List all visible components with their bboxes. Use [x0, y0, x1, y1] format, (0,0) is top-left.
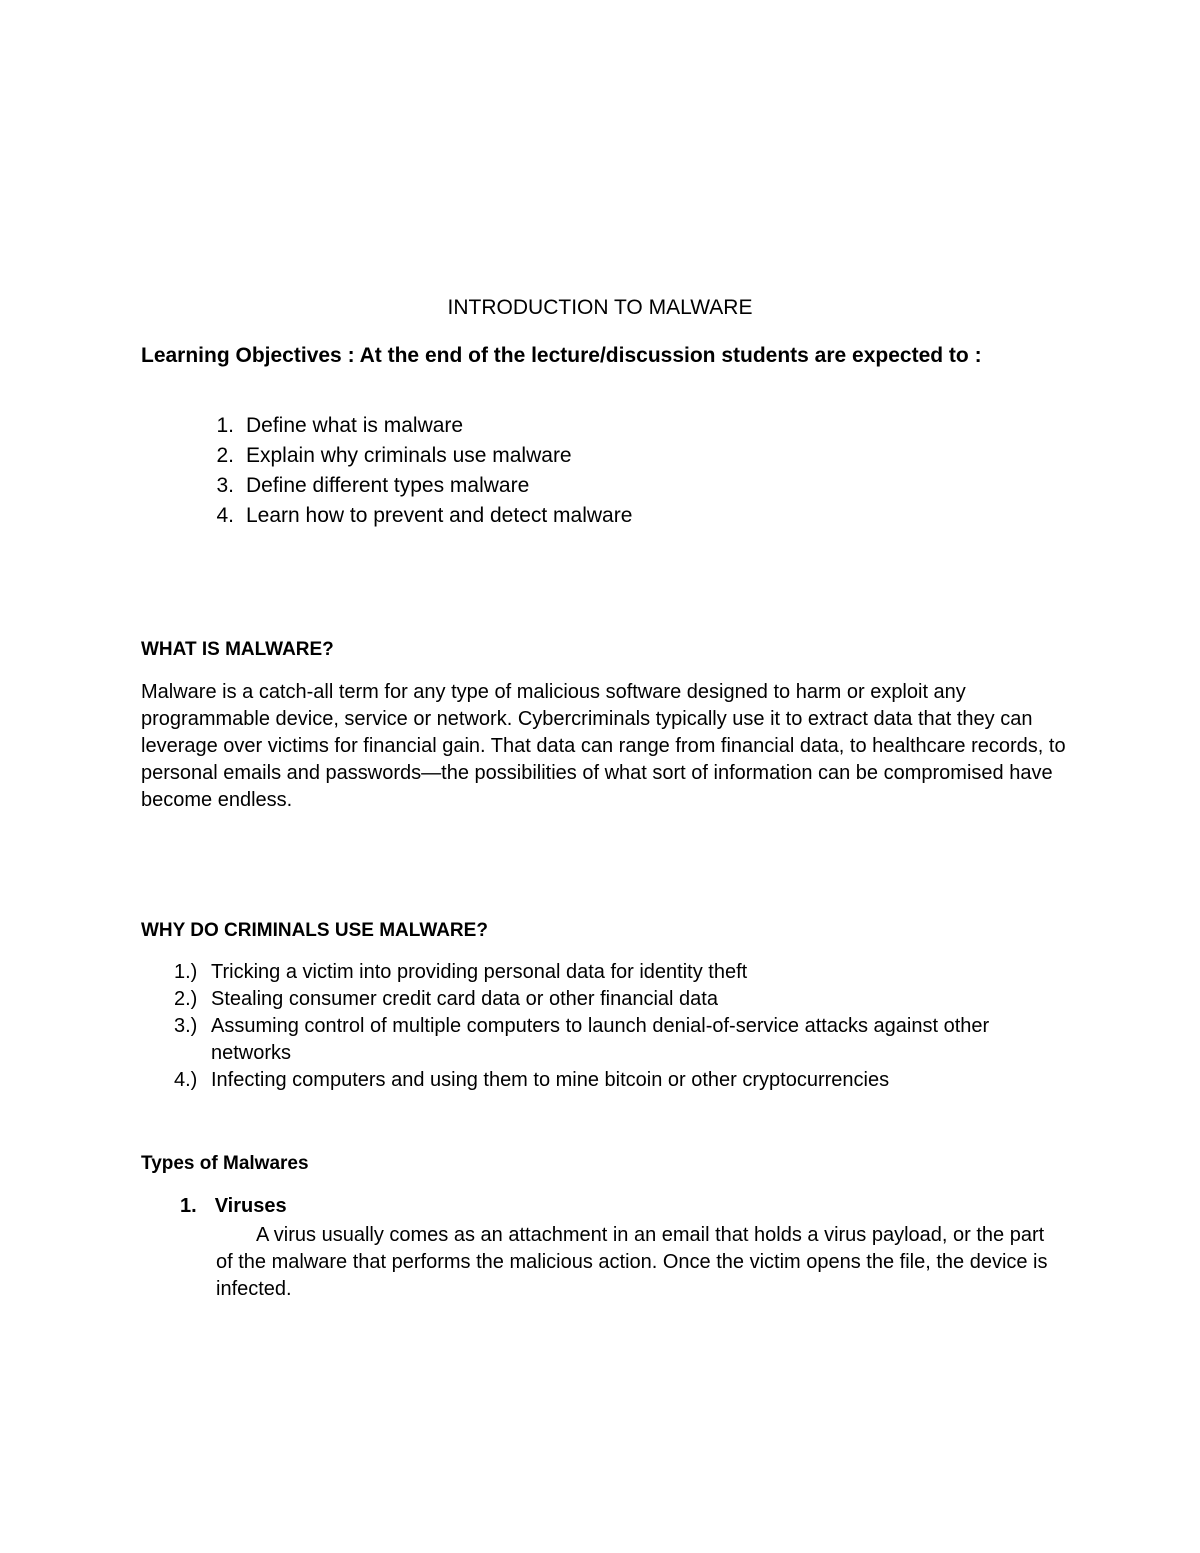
- objective-item: [212, 414, 463, 438]
- reason-text: Infecting computers and using them to mine bitcoin or other cryptocurrencies: [211, 1069, 890, 1091]
- malware-type-name: Viruses: [214, 1195, 287, 1217]
- objective-text: Define different types malware: [246, 474, 530, 497]
- reason-number: 4.): [174, 1069, 198, 1091]
- reason-text: Tricking a victim into providing personal data for identity theft: [211, 961, 748, 983]
- objective-item: [212, 504, 632, 528]
- learning-objectives-intro: Learning Objectives : At the end of the lecture/discussion students are expected to :: [141, 344, 982, 367]
- page-title: INTRODUCTION TO MALWARE: [447, 296, 753, 319]
- malware-type-description: A virus usually comes as an attachment in an email that holds a virus payload, or the part of the malware that performs the malicious action. Once the victim opens the file, the device is infected.: [216, 1224, 1048, 1300]
- reason-item: [174, 959, 1071, 986]
- objective-number: 4.: [216, 504, 234, 527]
- types-heading: Types of Malwares: [141, 1153, 309, 1174]
- reason-number: 1.): [174, 961, 198, 983]
- objective-text: Define what is malware: [246, 414, 464, 437]
- malware-type-number: 1.: [180, 1195, 197, 1217]
- reason-item: [174, 1013, 1071, 1067]
- objective-number: 2.: [216, 444, 234, 467]
- objective-number: 1.: [216, 414, 234, 437]
- reason-number: 3.): [174, 1015, 198, 1037]
- reason-item: [174, 986, 1071, 1013]
- reason-item: [174, 1067, 1071, 1094]
- what-is-malware-paragraph: Malware is a catch-all term for any type of malicious software designed to harm or exploit any programmable device, service or network. Cybercriminals typically use it to extract data that they can leverage over victims for financial gain. That data can range from financial data, to healthcare records, to personal emails and passwords—the possibilities of what sort of information can be compromised have become endless.: [141, 681, 1066, 811]
- objective-number: 3.: [216, 474, 234, 497]
- reason-text: Assuming control of multiple computers to launch denial-of-service attacks against other networks: [211, 1015, 990, 1064]
- objective-text: Explain why criminals use malware: [246, 444, 572, 467]
- why-criminals-heading: WHY DO CRIMINALS USE MALWARE?: [141, 920, 488, 941]
- objective-item: [212, 474, 529, 498]
- malware-type-title: [180, 1195, 287, 1218]
- reason-number: 2.): [174, 988, 198, 1010]
- reason-text: Stealing consumer credit card data or other financial data: [211, 988, 718, 1010]
- what-is-malware-heading: WHAT IS MALWARE?: [141, 639, 334, 660]
- objective-text: Learn how to prevent and detect malware: [246, 504, 633, 527]
- objective-item: [212, 444, 572, 468]
